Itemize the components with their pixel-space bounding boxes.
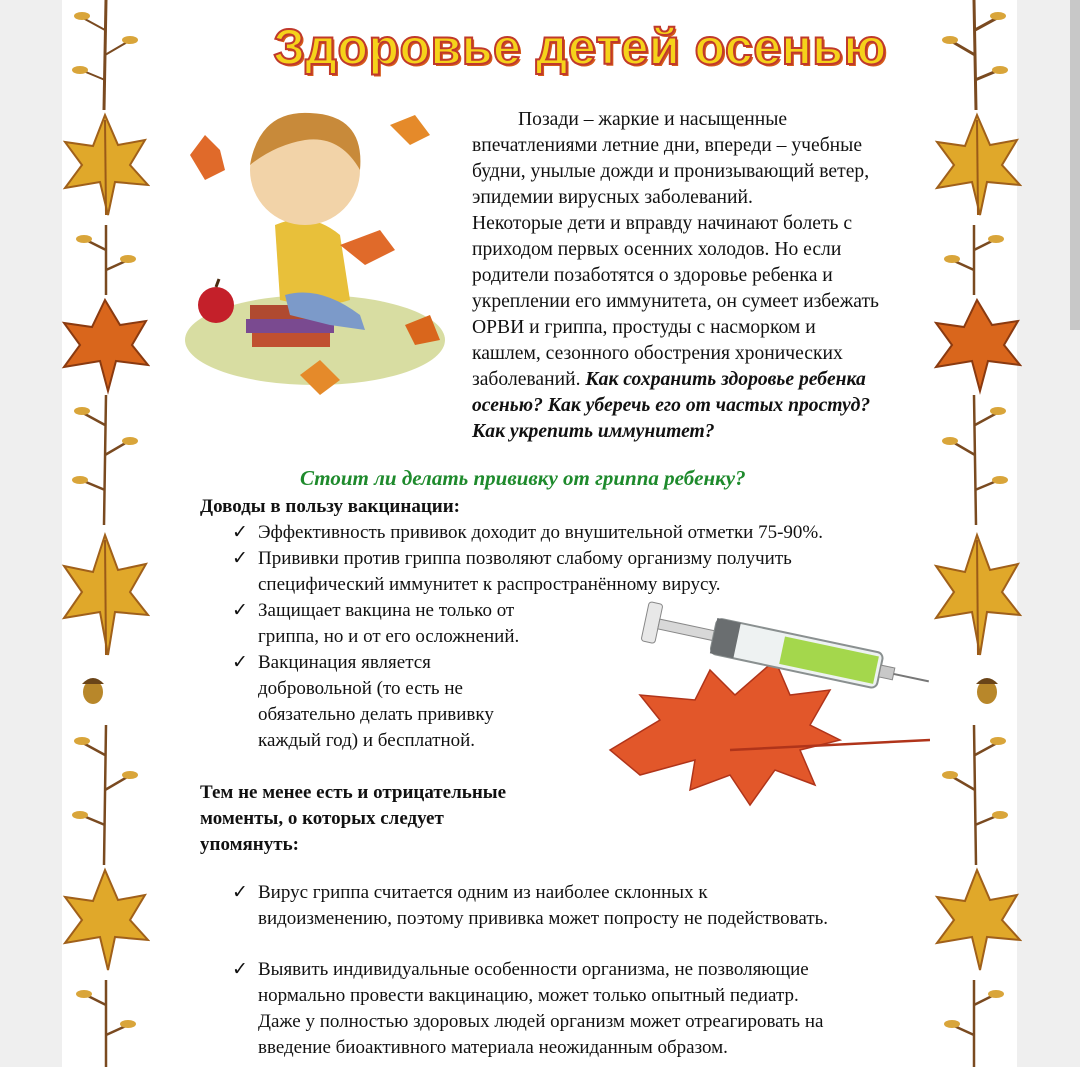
checkmark-icon: ✓ [232, 882, 248, 903]
checkmark-icon: ✓ [232, 548, 248, 569]
list-item: ✓ Защищает вакцина не только от гриппа, но и от его осложнений. [232, 600, 520, 647]
list-item: ✓ Прививки против гриппа позволяют слабому организму получить специфический иммунитет к распространённому вирусу. [232, 548, 792, 595]
child-illustration [180, 95, 450, 405]
vaccination-heading: Стоит ли делать прививку от гриппа ребенку? [300, 466, 746, 490]
pros-title: Доводы в пользу вакцинации: [200, 496, 460, 517]
checkmark-icon: ✓ [232, 522, 248, 543]
pros-list [232, 520, 952, 598]
checkmark-icon: ✓ [232, 652, 248, 673]
twig-icon [66, 0, 146, 110]
intro-paragraph [472, 107, 942, 445]
twig-icon [934, 725, 1014, 865]
intro-question: Как сохранить здоровье ребенка [585, 369, 866, 390]
twig-icon [934, 395, 1014, 525]
list-item: ✓ Вирус гриппа считается одним из наиболее склонных к видоизменению, поэтому прививка может попросту не подействовать. [232, 882, 829, 929]
intro-line: впечатлениями летние дни, впереди – учебные [472, 135, 863, 156]
maple-leaf-icon [60, 530, 150, 660]
list-item: ✓ Эффективность прививок доходит до внушительной отметки 75-90%. [232, 520, 952, 546]
scrollbar-thumb[interactable] [1070, 0, 1080, 330]
twig-icon [66, 980, 146, 1067]
cons-title: Тем не менее есть и отрицательные моменты, о которых следует упомянуть: [200, 782, 507, 855]
cons-list [232, 957, 952, 1061]
list-item: ✓ Выявить индивидуальные особенности организма, не позволяющие нормально провести вакцинацию, может только опытный педиатр. Даже у полностью здоровых людей организм может отреагировать на введение биоактивного материала неожиданным образом. [232, 959, 824, 1058]
intro-line: заболеваний. [472, 369, 581, 390]
list-item: ✓ Вакцинация является добровольной (то есть не обязательно делать прививку каждый год) и бесплатной. [232, 652, 494, 751]
intro-line: будни, унылые дожди и пронизывающий ветер, [472, 161, 870, 182]
maple-leaf-icon [60, 110, 150, 220]
intro-line: Некоторые дети и вправду начинают болеть с [472, 213, 853, 234]
acorn-icon [78, 670, 108, 705]
intro-line: приходом первых осенних холодов. Но если [472, 239, 842, 260]
intro-line: кашлем, сезонного обострения хронических [472, 343, 843, 364]
syringe-illustration [600, 600, 930, 815]
acorn-icon [972, 670, 1002, 705]
twig-icon [66, 225, 146, 295]
intro-question: Как укрепить иммунитет? [472, 421, 715, 442]
maple-leaf-icon [60, 295, 150, 395]
twig-icon [66, 725, 146, 865]
maple-leaf-icon [60, 865, 150, 975]
twig-icon [66, 395, 146, 525]
twig-icon [934, 225, 1014, 295]
intro-question: осенью? Как уберечь его от частых простуд? [472, 395, 871, 416]
intro-line: Позади – жаркие и насыщенные [518, 109, 788, 130]
left-leaf-border [60, 0, 150, 1067]
checkmark-icon: ✓ [232, 600, 248, 621]
maple-leaf-icon [932, 110, 1022, 220]
intro-line: родители позаботятся о здоровье ребенка и [472, 265, 833, 286]
page-title: Здоровье детей осенью [273, 19, 887, 75]
intro-line: укреплении его иммунитета, он сумеет избежать [472, 291, 879, 312]
pros-list [232, 598, 592, 754]
intro-line: эпидемии вирусных заболеваний. [472, 187, 753, 208]
cons-list [232, 880, 952, 932]
checkmark-icon: ✓ [232, 959, 248, 980]
intro-line: ОРВИ и гриппа, простуды с насморком и [472, 317, 816, 338]
maple-leaf-icon [932, 295, 1022, 395]
twig-icon [934, 0, 1014, 110]
